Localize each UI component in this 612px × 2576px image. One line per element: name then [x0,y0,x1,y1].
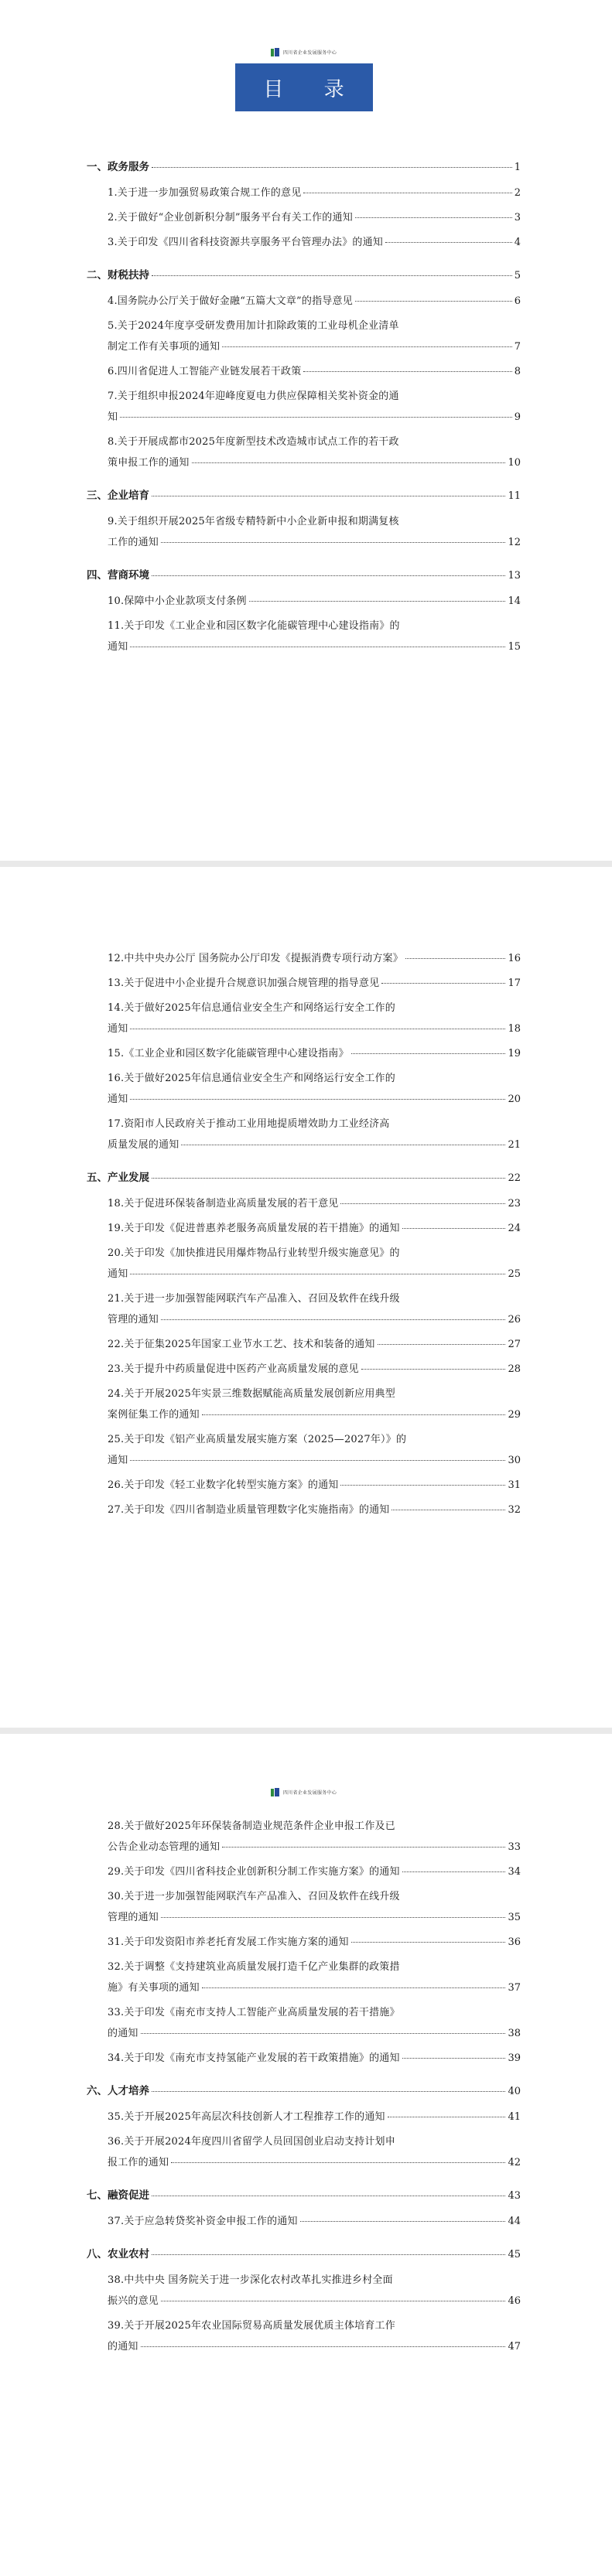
entry-title-line-2: 工作的通知 [108,537,159,548]
page-number: 1 [514,162,521,173]
page-number: 37 [508,1982,521,1994]
entry-line [108,1450,521,1471]
page-number: 32 [508,1504,521,1516]
page-number: 25 [508,1268,521,1280]
toc-entry[interactable] [87,1932,521,1953]
toc-section-heading[interactable] [87,486,521,507]
entry-title: 22.关于征集2025年国家工业节水工艺、技术和装备的通知 [108,1339,375,1350]
dot-leader [402,2058,506,2059]
entry-line [108,1907,521,1928]
page-number: 8 [514,366,521,377]
dot-leader [381,983,505,984]
entry-title-line-2: 通知 [108,641,128,653]
dot-leader [303,371,511,372]
toc-entry[interactable] [87,2315,521,2357]
entry-line [108,1500,521,1520]
entry-title-line-2: 策申报工作的通知 [108,457,190,469]
page-number: 40 [508,2086,521,2097]
page-number: 26 [508,1314,521,1326]
page-number: 13 [508,570,521,582]
entry-title-line-2: 制定工作有关事项的通知 [108,341,221,353]
page-number: 18 [508,1023,521,1035]
entry-line [108,636,521,657]
page-number: 5 [514,270,521,281]
document-page-1 [0,0,612,861]
dot-leader [351,1942,506,1943]
toc-entry[interactable] [87,1475,521,1496]
entry-line [108,1334,521,1355]
entry-title-line-1: 8.关于开展成都市2025年度新型技术改造城市试点工作的若干政 [108,436,399,448]
toc-entry[interactable] [87,1429,521,1471]
dot-leader [340,1203,505,1204]
entry-title-line-1: 32.关于调整《支持建筑业高质量发展打造千亿产业集群的政策措 [108,1961,400,1973]
page-number: 33 [508,1841,521,1853]
page-number: 30 [508,1455,521,1466]
toc-entry[interactable] [87,1043,521,1064]
toc-entry[interactable] [87,616,521,657]
section-label: 一、政务服务 [87,161,149,173]
entry-title-line-1: 17.资阳市人民政府关于推动工业用地提质增效助力工业经济高 [108,1118,390,1130]
section-label: 八、农业农村 [87,2248,149,2260]
page-number: 45 [508,2249,521,2260]
entry-title: 12.中共中央办公厅 国务院办公厅印发《提振消费专项行动方案》 [108,953,404,964]
dot-leader [402,1228,506,1229]
entry-line [108,2291,521,2312]
entry-title: 19.关于印发《促进普惠养老服务高质量发展的若干措施》的通知 [108,1223,400,1234]
dot-leader [130,1460,505,1461]
section-label: 六、人才培养 [87,2085,149,2097]
entry-title-line-1: 9.关于组织开展2025年省级专精特新中小企业新申报和期满复核 [108,516,399,527]
entry-line [108,591,521,612]
page-number: 2 [514,187,521,199]
entry-line [108,183,521,203]
toc-entry[interactable] [87,1334,521,1355]
entry-title-line-2: 质量发展的通知 [108,1139,179,1151]
toc-entry[interactable] [87,2131,521,2173]
entry-title-line-1: 36.关于开展2024年度四川省留学人员回国创业启动支持计划申 [108,2136,395,2148]
page-number: 4 [514,237,521,248]
entry-title-line-2: 管理的通知 [108,1314,159,1326]
page-number: 23 [508,1198,521,1210]
entry-title-line-1: 21.关于进一步加强智能网联汽车产品准入、召回及软件在线升级 [108,1293,400,1305]
toc-entry[interactable] [87,998,521,1039]
entry-title-line-1: 38.中共中央 国务院关于进一步深化农村改革扎实推进乡村全面 [108,2274,393,2286]
entry-line [108,336,521,357]
document-page-3 [0,1734,612,2576]
entry-line [108,361,521,382]
toc-entry[interactable] [87,1886,521,1928]
dot-leader [340,1485,505,1486]
entry-title-line-1: 20.关于印发《加快推进民用爆炸物品行业转型升级实施意见》的 [108,1247,400,1259]
dot-leader [222,1847,505,1848]
dot-leader [130,1099,505,1100]
toc-section-heading[interactable] [87,2186,521,2207]
entry-line [108,2211,521,2232]
toc-entry[interactable] [87,361,521,382]
page-number: 36 [508,1936,521,1948]
toc-entry[interactable] [87,591,521,612]
toc-entry[interactable] [87,2107,521,2127]
entry-title: 27.关于印发《四川省制造业质量管理数字化实施指南》的通知 [108,1504,390,1516]
dot-leader [378,1344,506,1345]
page-number: 43 [508,2190,521,2202]
page-number: 17 [508,978,521,989]
entry-title: 34.关于印发《南充市支持氢能产业发展的若干政策措施》的通知 [108,2052,400,2064]
toc-entry[interactable] [87,1816,521,1858]
page-number: 9 [514,411,521,423]
page-number: 12 [508,537,521,548]
toc-entry[interactable] [87,232,521,253]
toc-list [87,1816,521,2357]
entry-line [108,232,521,253]
dot-leader [152,2091,505,2092]
toc-entry[interactable] [87,948,521,969]
toc-entry[interactable] [87,1218,521,1239]
entry-title-line-2: 的通知 [108,2341,138,2353]
entry-line [108,2107,521,2127]
page-number: 47 [508,2341,521,2353]
toc-entry[interactable] [87,1384,521,1425]
entry-title: 18.关于促进环保装备制造业高质量发展的若干意见 [108,1198,339,1210]
entry-line [108,407,521,428]
brand-name: 四川省企业发展服务中心 [282,49,337,56]
toc-section-heading[interactable] [87,266,521,287]
dot-leader [355,217,512,218]
dot-leader [161,1319,505,1320]
entry-line [108,948,521,969]
toc-entry[interactable] [87,386,521,428]
dot-leader [152,1178,505,1179]
entry-title-line-1: 39.关于开展2025年农业国际贸易高质量发展优质主体培育工作 [108,2320,395,2332]
entry-title-line-2: 通知 [108,1455,128,1466]
dot-leader [192,462,506,463]
toc-section-heading[interactable] [87,158,521,179]
brand-name: 四川省企业发展服务中心 [282,1790,337,1796]
toc-entry[interactable] [87,1243,521,1285]
entry-line [108,1264,521,1285]
entry-title: 4.国务院办公厅关于做好金融“五篇大文章”的指导意见 [108,295,353,307]
entry-line [108,1475,521,1496]
entry-line [108,2152,521,2173]
entry-title-line-1: 28.关于做好2025年环保装备制造业规范条件企业申报工作及已 [108,1820,395,1832]
entry-title-line-1: 16.关于做好2025年信息通信业安全生产和网络运行安全工作的 [108,1073,395,1084]
toc-entry[interactable] [87,1359,521,1380]
dot-leader [361,1369,506,1370]
entry-title: 13.关于促进中小企业提升合规意识加强合规管理的指导意见 [108,978,380,989]
entry-title: 31.关于印发资阳市养老托育发展工作实施方案的通知 [108,1936,349,1948]
dot-leader [202,1987,506,1988]
dot-leader [161,1917,505,1918]
toc-list [87,158,521,657]
entry-title: 3.关于印发《四川省科技资源共享服务平台管理办法》的通知 [108,237,384,248]
entry-line [108,1089,521,1110]
dot-leader [171,2162,505,2163]
brand-header [87,46,521,57]
dot-leader [120,417,512,418]
dot-leader [152,575,505,576]
entry-title-line-2: 案例征集工作的通知 [108,1409,200,1421]
page-number: 10 [508,457,521,469]
toc-entry[interactable] [87,2048,521,2069]
page-number: 3 [514,212,521,223]
entry-line [108,1193,521,1214]
entry-title-line-2: 公告企业动态管理的通知 [108,1841,221,1853]
toc-entry[interactable] [87,316,521,357]
entry-title-line-1: 5.关于2024年度享受研发费用加计扣除政策的工业母机企业清单 [108,320,399,332]
entry-title-line-2: 管理的通知 [108,1912,159,1923]
page-number: 16 [508,953,521,964]
entry-line [108,1043,521,1064]
page-number: 24 [508,1223,521,1234]
entry-title: 2.关于做好“企业创新积分制”服务平台有关工作的通知 [108,212,353,223]
brand-logo-icon [271,1788,279,1796]
entry-line [108,532,521,553]
entry-line [108,1309,521,1330]
entry-title-line-1: 14.关于做好2025年信息通信业安全生产和网络运行安全工作的 [108,1002,395,1014]
entry-line [108,973,521,994]
entry-title: 23.关于提升中药质量促进中医药产业高质量发展的意见 [108,1363,359,1375]
dot-leader [141,2346,506,2347]
entry-line [108,207,521,228]
entry-title-line-1: 25.关于印发《铝产业高质量发展实施方案（2025—2027年）》的 [108,1434,407,1445]
entry-title: 15.《工业企业和园区数字化能碳管理中心建设指南》 [108,1048,349,1059]
page-number: 28 [508,1363,521,1375]
page-number: 39 [508,2052,521,2064]
entry-line [108,2023,521,2044]
toc-entry[interactable] [87,1957,521,1998]
entry-line [108,291,521,312]
toc-entry[interactable] [87,2270,521,2312]
entry-line [108,1134,521,1155]
page-number: 7 [514,341,521,353]
entry-title-line-2: 报工作的通知 [108,2157,169,2168]
page-number: 11 [508,490,521,502]
dot-leader [405,958,505,959]
entry-line [108,1837,521,1858]
entry-title: 26.关于印发《轻工业数字化转型实施方案》的通知 [108,1479,339,1491]
section-label: 三、企业培育 [87,490,149,502]
page-number: 46 [508,2295,521,2307]
dot-leader [300,2221,506,2222]
page-number: 15 [508,641,521,653]
page-number: 35 [508,1912,521,1923]
page-number: 21 [508,1139,521,1151]
toc-entry[interactable] [87,1193,521,1214]
dot-leader [222,346,512,347]
entry-title-line-2: 通知 [108,1094,128,1105]
entry-title: 6.四川省促进人工智能产业链发展若干政策 [108,366,302,377]
toc-title: 目 录 [235,63,373,111]
dot-leader [161,542,505,543]
entry-line [108,1359,521,1380]
page-number: 20 [508,1094,521,1105]
dot-leader [141,2033,506,2034]
toc-section-heading[interactable] [87,1169,521,1189]
toc-entry[interactable] [87,1288,521,1330]
dot-leader [152,275,512,276]
dot-leader [202,1414,506,1415]
toc-entry[interactable] [87,432,521,473]
section-label: 二、财税扶持 [87,269,149,281]
page-number: 29 [508,1409,521,1421]
entry-line [108,2336,521,2357]
toc-entry[interactable] [87,207,521,228]
brand-logo-icon [271,48,279,56]
toc-entry[interactable] [87,2211,521,2232]
brand-header [87,1786,521,1797]
entry-line [108,452,521,473]
entry-title-line-2: 振兴的意见 [108,2295,159,2307]
page-number: 41 [508,2111,521,2123]
entry-title-line-1: 30.关于进一步加强智能网联汽车产品准入、召回及软件在线升级 [108,1891,400,1902]
entry-title: 1.关于进一步加强贸易政策合规工作的意见 [108,187,302,199]
document-page-2 [0,867,612,1728]
dot-leader [152,167,512,168]
toc-entry[interactable] [87,1114,521,1155]
entry-line [108,1018,521,1039]
section-label: 四、营商环境 [87,569,149,582]
dot-leader [152,2254,505,2255]
page-number: 22 [508,1172,521,1184]
dot-leader [249,601,506,602]
page-number: 6 [514,295,521,307]
entry-line [108,1977,521,1998]
toc-entry[interactable] [87,183,521,203]
dot-leader [385,242,512,243]
toc-entry[interactable] [87,973,521,994]
entry-line [108,1932,521,1953]
entry-title-line-2: 通知 [108,1023,128,1035]
entry-title-line-1: 7.关于组织申报2024年迎峰度夏电力供应保障相关奖补资金的通 [108,391,399,402]
entry-title-line-2: 的通知 [108,2028,138,2039]
toc-entry[interactable] [87,511,521,553]
toc-entry[interactable] [87,2002,521,2044]
entry-title-line-1: 11.关于印发《工业企业和园区数字化能碳管理中心建设指南》的 [108,620,400,632]
toc-entry[interactable] [87,291,521,312]
toc-section-heading[interactable] [87,2245,521,2266]
toc-entry[interactable] [87,1861,521,1882]
dot-leader [402,1871,506,1872]
entry-line [108,1218,521,1239]
entry-title-line-2: 知 [108,411,118,423]
dot-leader [351,1053,506,1054]
entry-line [108,2048,521,2069]
entry-title: 35.关于开展2025年高层次科技创新人才工程推荐工作的通知 [108,2111,385,2123]
toc-entry[interactable] [87,1068,521,1110]
toc-section-heading[interactable] [87,2082,521,2103]
page-number: 44 [508,2216,521,2227]
toc-entry[interactable] [87,1500,521,1520]
page-number: 31 [508,1479,521,1491]
entry-title: 29.关于印发《四川省科技企业创新积分制工作实施方案》的通知 [108,1866,400,1878]
entry-line [108,1404,521,1425]
page-number: 38 [508,2028,521,2039]
entry-title-line-1: 33.关于印发《南充市支持人工智能产业高质量发展的若干措施》 [108,2007,400,2018]
entry-title: 37.关于应急转贷奖补资金申报工作的通知 [108,2216,298,2227]
page-number: 14 [508,595,521,607]
section-label: 七、融资促进 [87,2189,149,2202]
toc-section-heading[interactable] [87,566,521,587]
entry-title-line-2: 通知 [108,1268,128,1280]
entry-title-line-2: 施》有关事项的通知 [108,1982,200,1994]
page-number: 42 [508,2157,521,2168]
toc-list [87,948,521,1520]
entry-line [108,1861,521,1882]
page-number: 19 [508,1048,521,1059]
section-label: 五、产业发展 [87,1172,149,1184]
entry-title-line-1: 24.关于开展2025年实景三维数据赋能高质量发展创新应用典型 [108,1388,395,1400]
dot-leader [355,301,512,302]
page-number: 34 [508,1866,521,1878]
page-number: 27 [508,1339,521,1350]
entry-title: 10.保障中小企业款项支付条例 [108,595,247,607]
